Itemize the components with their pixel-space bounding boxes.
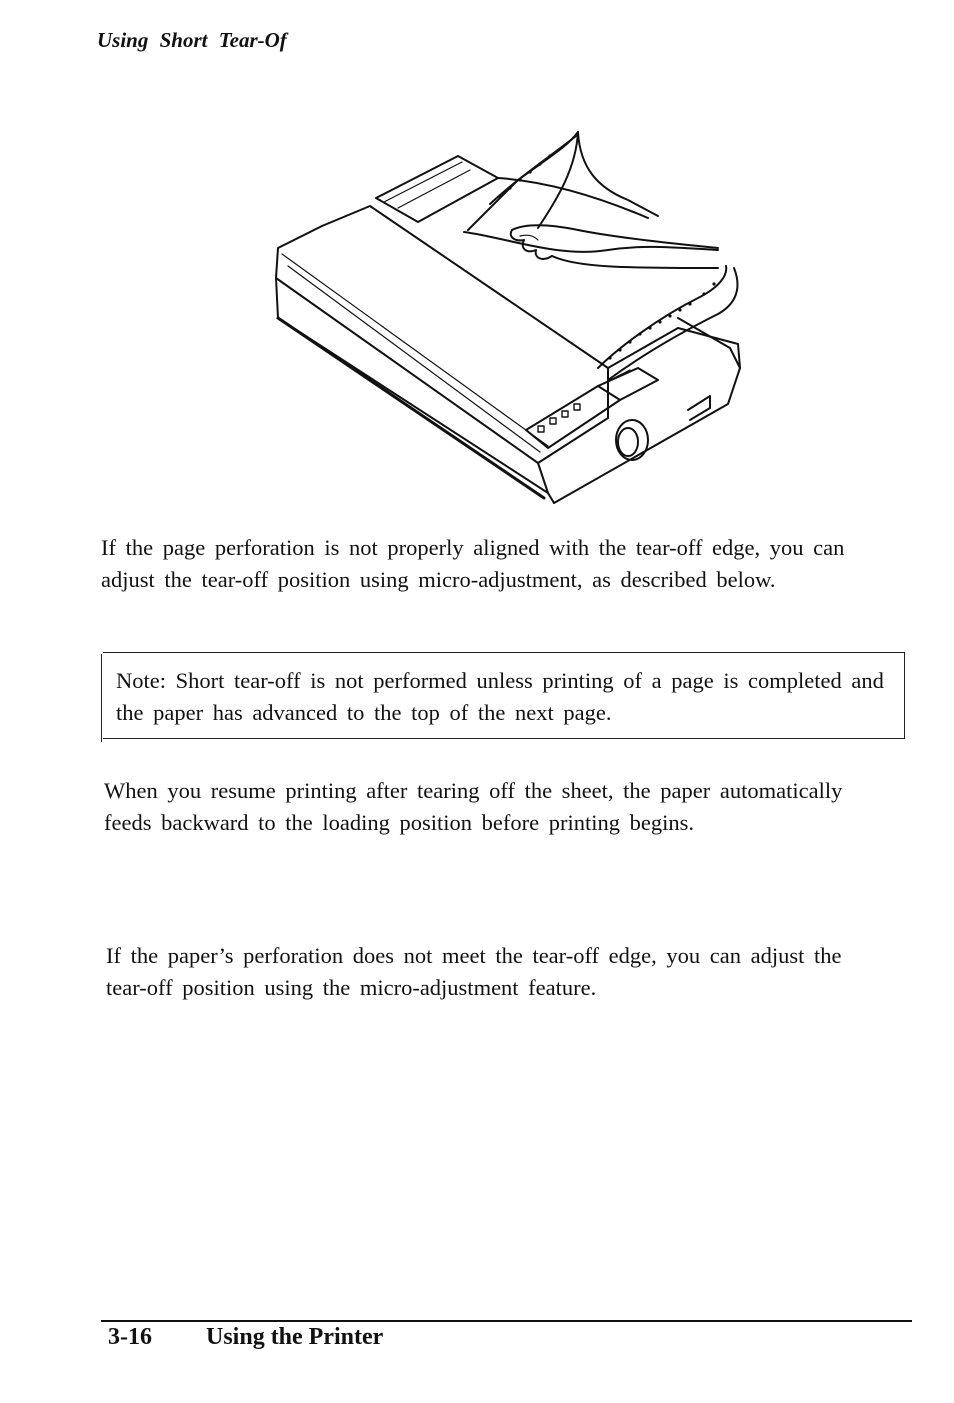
note-left-rule bbox=[101, 654, 102, 742]
page-number: 3-16 bbox=[108, 1324, 152, 1350]
note-box bbox=[103, 652, 905, 739]
printer-illustration bbox=[258, 118, 758, 510]
paragraph-micro-adjust: If the paper’s perforation does not meet the tear-off edge, you can adjust the tear-off position using the micro-adjustment feature. bbox=[106, 943, 842, 1000]
paragraph-resume: When you resume printing after tearing off the sheet, the paper automatically feeds backward to the loading position before printing begins. bbox=[104, 778, 843, 835]
footer-rule bbox=[101, 1320, 912, 1322]
note-text: Note: Short tear-off is not performed unless printing of a page is completed and the paper has advanced to the top of the next page. bbox=[116, 668, 884, 725]
running-header: Using Short Tear-Of bbox=[97, 28, 287, 52]
chapter-title: Using the Printer bbox=[206, 1324, 384, 1350]
paragraph-alignment: If the page perforation is not properly aligned with the tear-off edge, you can adjust the tear-off position using micro-adjustment, as described below. bbox=[101, 535, 845, 592]
